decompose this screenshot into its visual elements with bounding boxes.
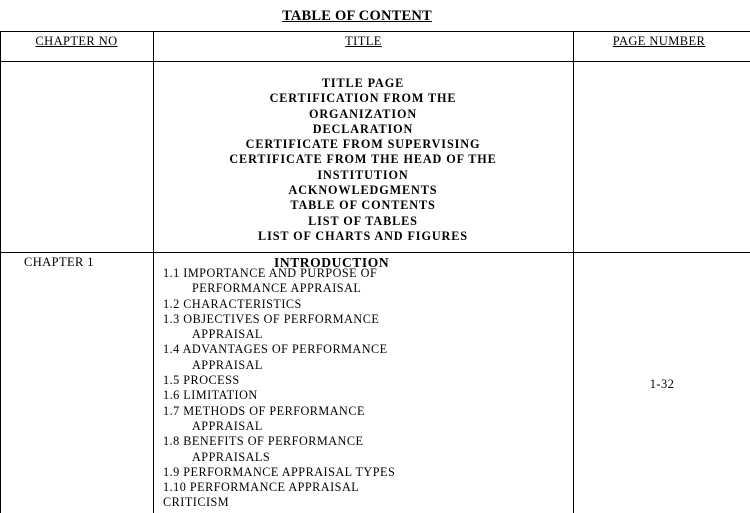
chapter-number: CHAPTER 1 [24, 255, 94, 269]
list-item: TITLE PAGE [321, 76, 405, 90]
list-item: CERTIFICATION FROM THE [269, 91, 457, 106]
list-item: 1.8 BENEFITS OF PERFORMANCE [163, 434, 364, 449]
document-title: TABLE OF CONTENT [282, 8, 432, 24]
list-item: 1.4 ADVANTAGES OF PERFORMANCE [163, 342, 388, 357]
list-item: DECLARATION [312, 121, 414, 136]
list-item: ACKNOWLEDGMENTS [288, 183, 438, 198]
list-item: APPRAISALS [192, 449, 271, 464]
list-item: 1.2 CHARACTERISTICS [163, 296, 302, 311]
list-item: 1.10 PERFORMANCE APPRAISAL [163, 480, 360, 495]
table-border-top [0, 31, 750, 32]
chapter-heading: INTRODUCTION [274, 255, 390, 270]
table-row-divider [0, 252, 750, 253]
list-item: 1.7 METHODS OF PERFORMANCE [163, 403, 365, 418]
chapter-page-range: 1-32 [649, 377, 675, 391]
list-item: TABLE OF CONTENTS [290, 198, 436, 213]
list-item: 1.1 IMPORTANCE AND PURPOSE OF [163, 266, 378, 280]
table-header-divider [0, 61, 750, 62]
list-item: LIST OF CHARTS AND FIGURES [258, 228, 468, 243]
front-matter-list [154, 76, 572, 244]
list-item: CERTIFICATE FROM SUPERVISING [245, 137, 481, 152]
list-item: APPRAISAL [192, 327, 263, 342]
list-item: CRITICISM [163, 495, 230, 510]
header-chapter-no: CHAPTER NO [35, 34, 118, 48]
list-item: 1.5 PROCESS [163, 373, 240, 388]
list-item: INSTITUTION [317, 167, 409, 182]
list-item: APPRAISAL [192, 418, 263, 433]
list-item: LIST OF TABLES [308, 213, 418, 228]
list-item: 1.3 OBJECTIVES OF PERFORMANCE [163, 311, 380, 326]
list-item: 1.9 PERFORMANCE APPRAISAL TYPES [163, 464, 396, 479]
header-page-number: PAGE NUMBER [612, 34, 706, 48]
chapter-topic-list [163, 266, 568, 511]
table-border-left [0, 31, 1, 513]
list-item: CERTIFICATE FROM THE HEAD OF THE [229, 152, 497, 167]
header-title: TITLE [345, 34, 382, 48]
list-item: ORGANIZATION [308, 106, 418, 121]
table-column-divider-2 [573, 31, 574, 513]
list-item: APPRAISAL [192, 357, 263, 372]
list-item: 1.6 LIMITATION [163, 388, 258, 403]
list-item: PERFORMANCE APPRAISAL [192, 281, 362, 296]
